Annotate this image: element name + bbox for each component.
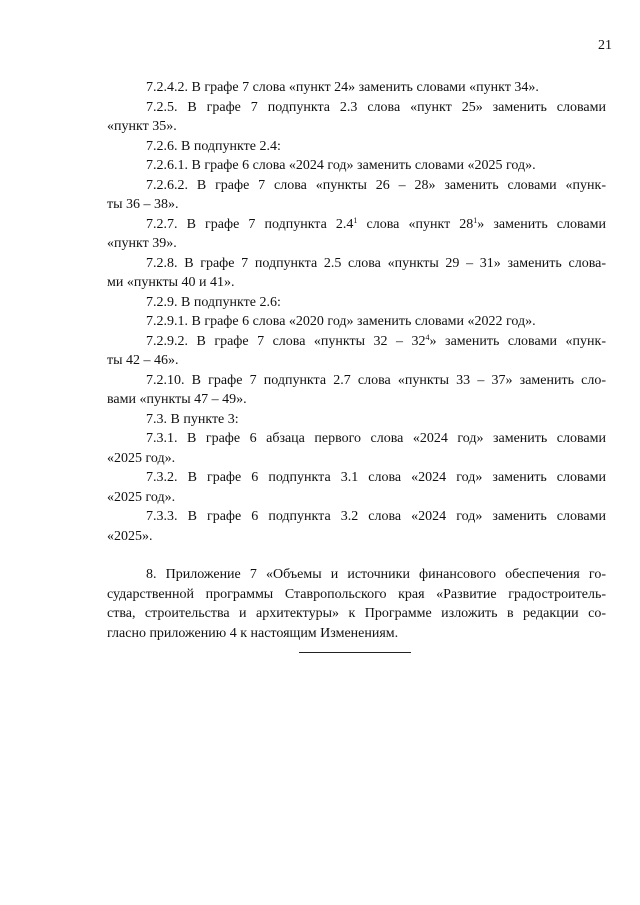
text-line: «2025». xyxy=(107,528,153,544)
text-fragment: » заменить словами «пунк- xyxy=(429,333,606,349)
text-line: вами «пункты 47 – 49». xyxy=(107,392,247,407)
text-line: 7.2.9.1. В графе 6 слова «2020 год» заменить словами «2022 год». xyxy=(146,314,536,329)
text-line: 7.2.8. В графе 7 подпункта 2.5 слова «пункты 29 – 31» заменить слова- xyxy=(146,255,606,271)
superscript: 1 xyxy=(353,215,358,225)
text-fragment: 7.2.9.2. В графе 7 слова «пункты 32 – 32 xyxy=(146,333,426,349)
text-line: 8. Приложение 7 «Объемы и источники финансового обеспечения го- xyxy=(146,567,606,582)
text-line xyxy=(107,215,606,235)
end-divider-line xyxy=(299,652,411,653)
text-line: 7.2.9. В подпункте 2.6: xyxy=(146,294,281,310)
text-line xyxy=(107,332,606,352)
text-line: ства, строительства и архитектуры» к Программе изложить в редакции со- xyxy=(107,606,606,621)
text-line: гласно приложению 4 к настоящим Изменениям. xyxy=(107,625,399,641)
text-fragment: » заменить словами xyxy=(477,216,606,232)
amendment-paragraph-8 xyxy=(107,565,606,643)
text-line: «2025 год». xyxy=(107,489,176,505)
page-number: 21 xyxy=(598,38,612,53)
text-line: 7.3. В пункте 3: xyxy=(146,411,239,427)
text-line: ты 36 – 38». xyxy=(107,197,179,212)
document-body xyxy=(107,78,606,643)
text-line: 7.2.4.2. В графе 7 слова «пункт 24» заменить словами «пункт 34». xyxy=(146,80,539,95)
superscript: 1 xyxy=(473,215,478,225)
text-line: ты 42 – 46». xyxy=(107,353,179,368)
text-fragment: 7.2.7. В графе 7 подпункта 2.4 xyxy=(146,216,354,232)
text-line: 7.2.5. В графе 7 подпункта 2.3 слова «пункт 25» заменить словами xyxy=(146,99,606,115)
text-line: ми «пункты 40 и 41». xyxy=(107,275,235,290)
superscript: 4 xyxy=(425,332,430,342)
text-line: 7.3.2. В графе 6 подпункта 3.1 слова «2024 год» заменить словами xyxy=(146,470,606,485)
text-line: 7.2.10. В графе 7 подпункта 2.7 слова «пункты 33 – 37» заменить сло- xyxy=(146,372,606,388)
text-line: 7.2.6.1. В графе 6 слова «2024 год» заменить словами «2025 год». xyxy=(146,158,536,173)
text-line: 7.2.6. В подпункте 2.4: xyxy=(146,138,281,154)
text-fragment: слова «пункт 28 xyxy=(357,216,474,232)
text-line: «2025 год». xyxy=(107,450,176,466)
text-line: «пункт 39». xyxy=(107,236,177,251)
text-line: сударственной программы Ставропольского края «Развитие градостроитель- xyxy=(107,586,606,602)
text-line: 7.3.3. В графе 6 подпункта 3.2 слова «2024 год» заменить словами xyxy=(146,509,606,524)
amendments-section-7 xyxy=(107,78,606,546)
text-line: 7.2.6.2. В графе 7 слова «пункты 26 – 28» заменить словами «пунк- xyxy=(146,177,606,193)
text-line: 7.3.1. В графе 6 абзаца первого слова «2024 год» заменить словами xyxy=(146,431,606,446)
text-line: «пункт 35». xyxy=(107,119,177,134)
